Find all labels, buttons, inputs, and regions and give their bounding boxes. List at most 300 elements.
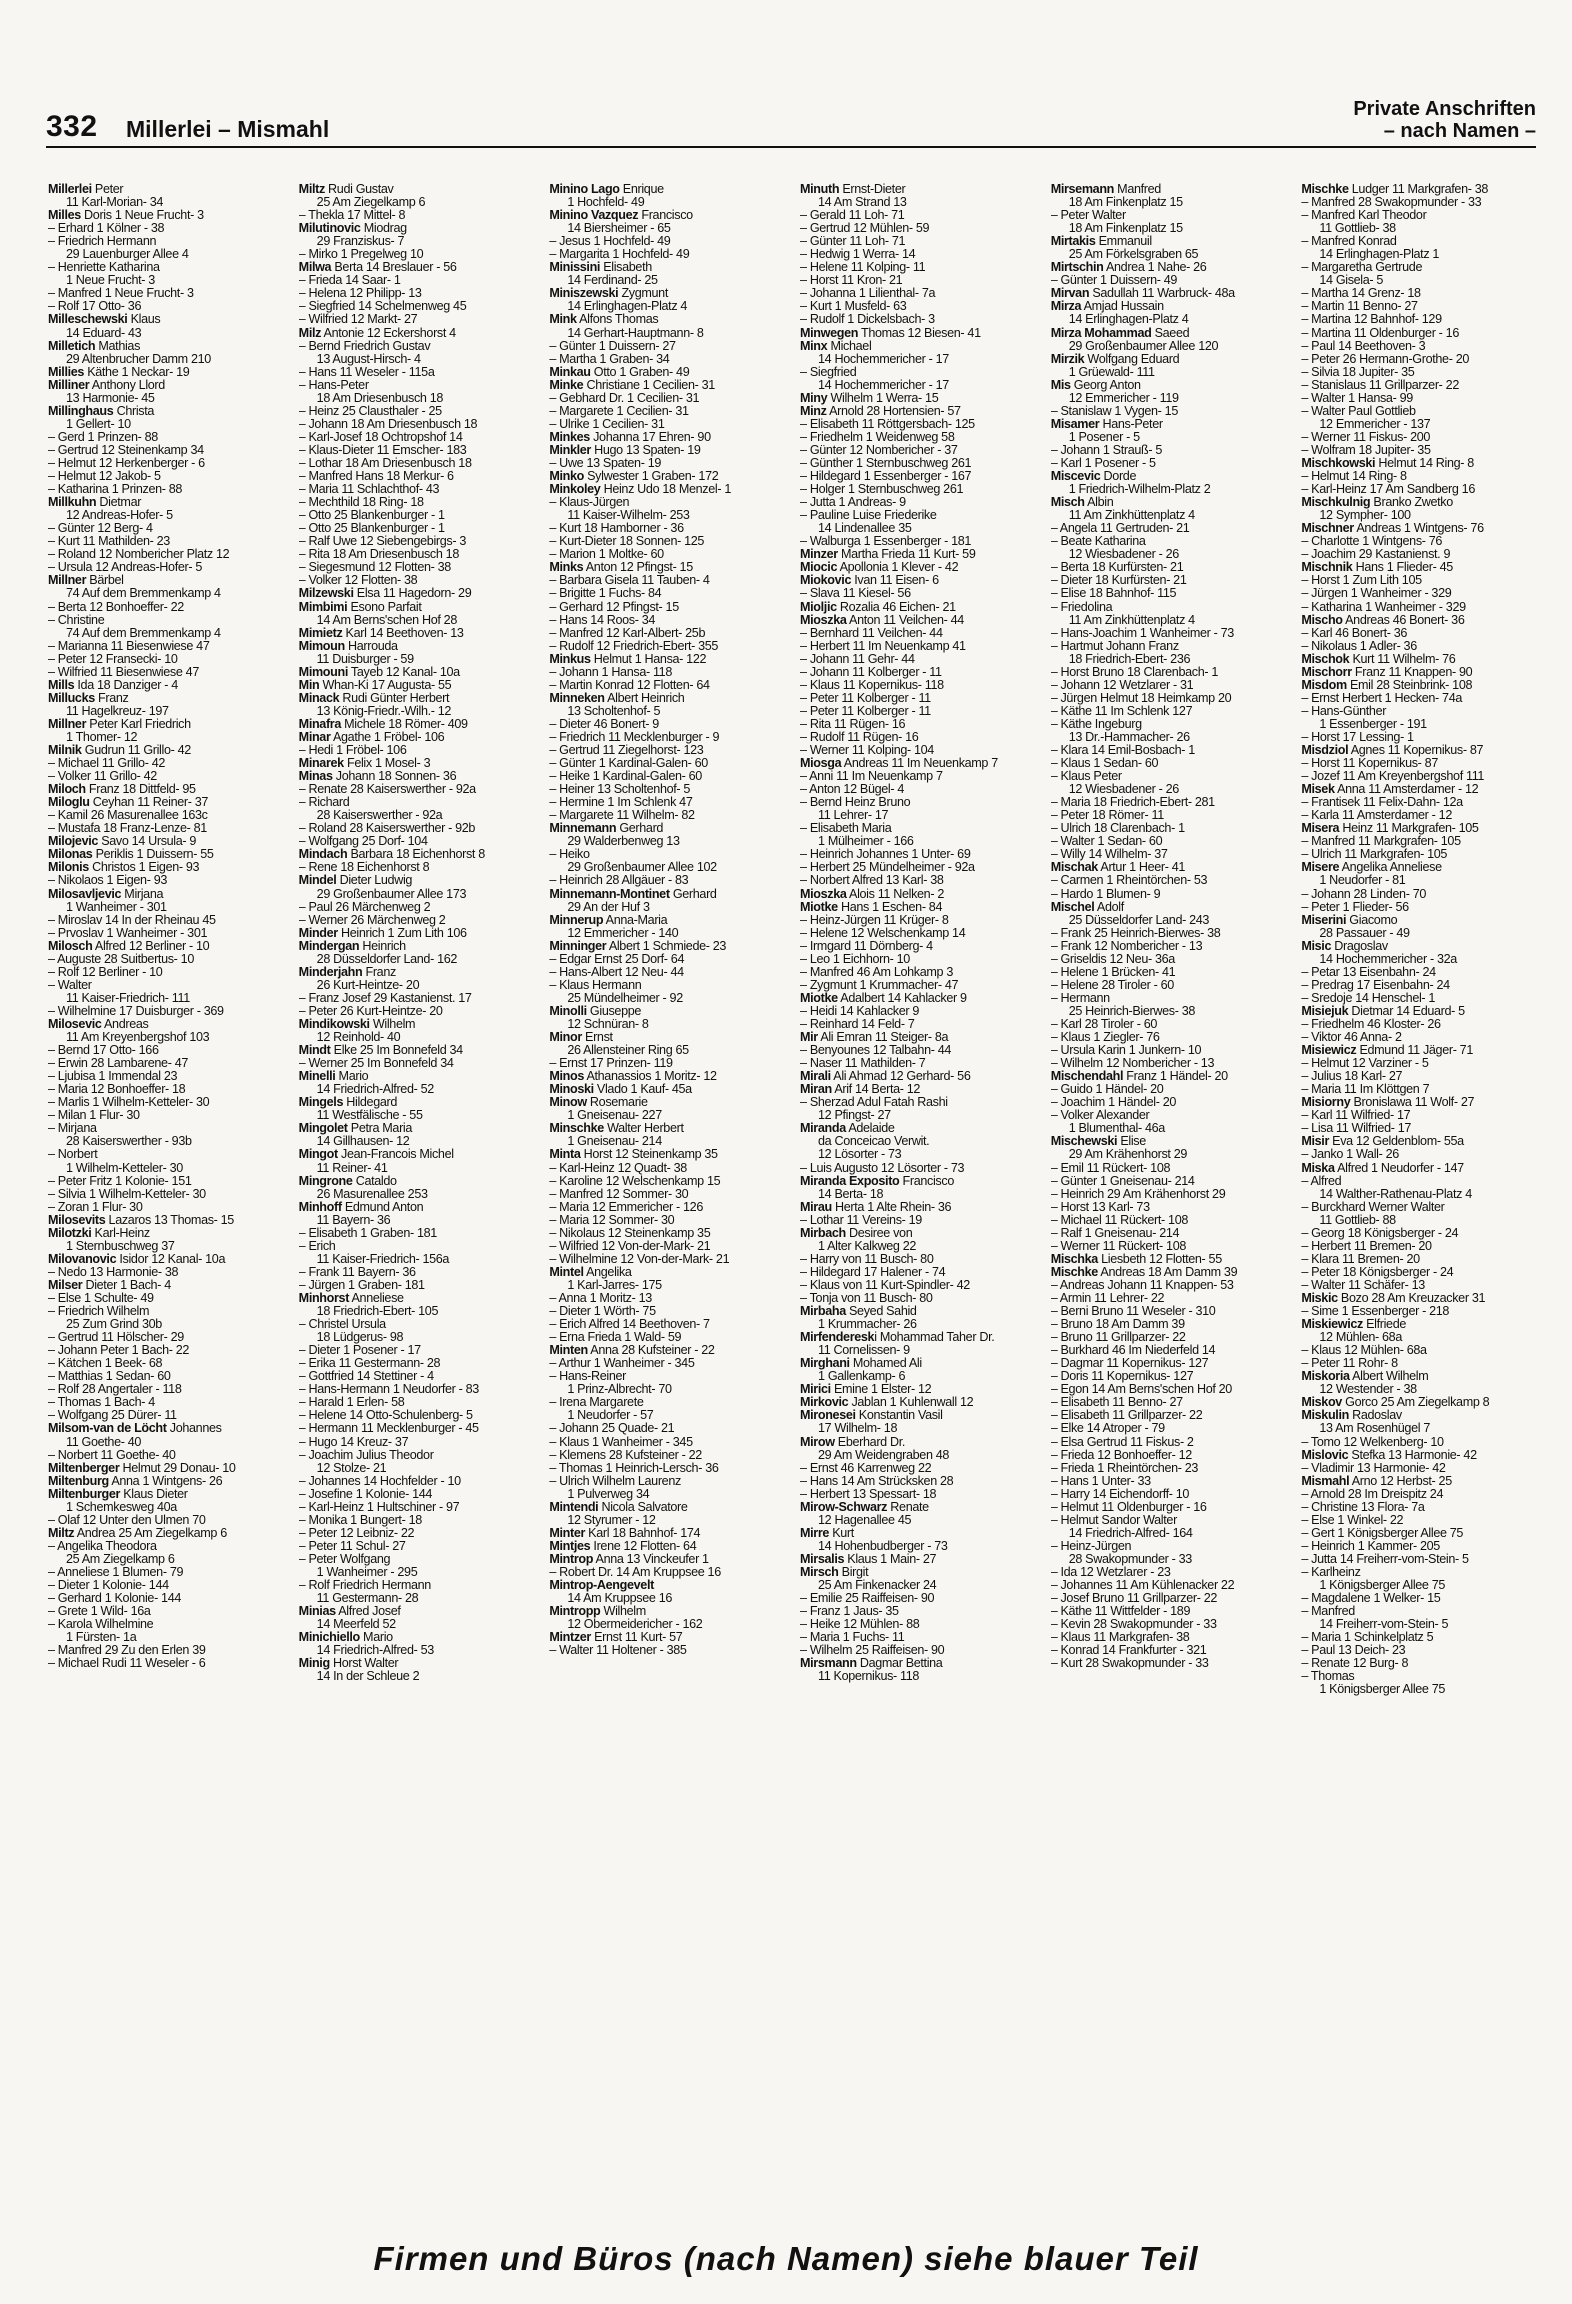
directory-entry xyxy=(1301,183,1542,196)
directory-entry xyxy=(1051,366,1292,379)
entry-surname: Minz xyxy=(800,404,827,418)
entry-details: – Roland 28 Kaiserswerther - 92b xyxy=(298,822,476,836)
entry-details: Horst Walter xyxy=(329,1657,399,1671)
directory-entry xyxy=(48,848,289,861)
entry-details: – Ernst 17 Prinzen- 119 xyxy=(549,1057,673,1071)
entry-details: – Elise 18 Bahnhof- 115 xyxy=(1050,587,1177,601)
directory-entry xyxy=(549,1018,790,1031)
directory-entry xyxy=(549,1436,790,1449)
entry-details: 14 Hochemmericher - 17 xyxy=(818,378,949,392)
directory-entry xyxy=(299,1644,540,1657)
entry-details: 25 Am Finkenacker 24 xyxy=(818,1579,937,1593)
directory-entry xyxy=(549,392,790,405)
entry-details: Rudi Gustav xyxy=(324,183,394,196)
entry-details: – Karlheinz xyxy=(1301,1565,1361,1579)
entry-surname: Milwa xyxy=(298,261,332,275)
entry-details: Hans 1 Flieder- 45 xyxy=(1352,561,1453,575)
entry-details: – Mustafa 18 Franz-Lenze- 81 xyxy=(48,822,207,836)
directory-entry xyxy=(549,379,790,392)
entry-details: Karl 14 Beethoven- 13 xyxy=(342,626,464,640)
entry-details: – Ursula 12 Andreas-Hofer- 5 xyxy=(48,561,202,575)
entry-details: – Norbert 11 Goethe- 40 xyxy=(48,1448,176,1462)
entry-details: – Helene 28 Tiroler - 60 xyxy=(1050,978,1174,992)
entry-details: – Heike 12 Mühlen- 88 xyxy=(800,1618,920,1632)
entry-surname: Millerlei xyxy=(48,183,92,196)
directory-entry xyxy=(1301,1670,1542,1683)
entry-details: – Bruno 18 Am Damm 39 xyxy=(1050,1318,1185,1332)
directory-entry xyxy=(1301,601,1542,614)
entry-details: – Dieter 1 Kolonie- 144 xyxy=(48,1579,169,1593)
directory-entry xyxy=(1051,601,1292,614)
directory-entry xyxy=(800,1018,1041,1031)
directory-entry xyxy=(299,261,540,274)
entry-details: Harrouda xyxy=(344,639,398,653)
directory-entry xyxy=(800,1553,1041,1566)
entry-details: – Manfred 28 Swakopmunder - 33 xyxy=(1301,196,1482,210)
entry-details: 29 Am Weidengraben 48 xyxy=(818,1448,950,1462)
directory-entry xyxy=(800,470,1041,483)
directory-entry xyxy=(299,718,540,731)
directory-entry xyxy=(1301,653,1542,666)
directory-entry xyxy=(299,1383,540,1396)
directory-entry xyxy=(1301,979,1542,992)
entry-details: – Gert 1 Königsberger Allee 75 xyxy=(1301,1526,1464,1540)
entry-details: 14 Gisela- 5 xyxy=(1319,274,1384,288)
entry-details: – Josef Bruno 11 Grillparzer- 22 xyxy=(1050,1592,1218,1606)
entry-surname: Mirre xyxy=(800,1526,830,1540)
entry-details: – Günter 1 Duissern- 49 xyxy=(1050,274,1178,288)
entry-details: – Thomas 1 Bach- 4 xyxy=(48,1396,155,1410)
directory-entry xyxy=(1301,496,1542,509)
directory-entry xyxy=(299,1501,540,1514)
directory-entry xyxy=(48,1644,289,1657)
entry-details: – Matthias 1 Sedan- 60 xyxy=(48,1370,171,1384)
directory-entry xyxy=(1051,1227,1292,1240)
directory-entry xyxy=(299,822,540,835)
entry-details: – Gottfried 14 Stettiner - 4 xyxy=(298,1370,434,1384)
directory-entry xyxy=(800,1527,1041,1540)
entry-details: Andreas 1 Wintgens- 76 xyxy=(1353,522,1484,536)
entry-details: – Jürgen 1 Wanheimer - 329 xyxy=(1301,587,1452,601)
directory-entry xyxy=(1301,561,1542,574)
directory-entry xyxy=(1051,718,1292,731)
entry-details: – Werner 11 Rückert- 108 xyxy=(1050,1239,1187,1253)
directory-entry xyxy=(299,1592,540,1605)
entry-surname: Millies xyxy=(48,365,85,379)
directory-entry xyxy=(549,601,790,614)
directory-entry xyxy=(800,1357,1041,1370)
entry-surname: Mirsemann xyxy=(1050,183,1115,196)
entry-details: 12 Emmericher - 140 xyxy=(567,926,679,940)
directory-entry xyxy=(800,901,1041,914)
directory-entry xyxy=(800,966,1041,979)
directory-entry xyxy=(1051,327,1292,340)
directory-entry xyxy=(1051,1305,1292,1318)
entry-details: 1 Königsberger Allee 75 xyxy=(1319,1579,1446,1593)
entry-surname: Mioszka xyxy=(800,613,847,627)
entry-details: – Wilhelm 25 Raiffeisen- 90 xyxy=(800,1644,945,1658)
directory-column-5 xyxy=(1051,183,1292,2218)
directory-entry xyxy=(1051,731,1292,744)
directory-entry xyxy=(299,1344,540,1357)
directory-entry xyxy=(800,561,1041,574)
entry-details: Eva 12 Geldenblom- 55a xyxy=(1329,1135,1464,1149)
entry-details: Arif 14 Berta- 12 xyxy=(831,1083,921,1097)
entry-details: – Manfred 12 Sommer- 30 xyxy=(549,1187,689,1201)
directory-entry xyxy=(299,1318,540,1331)
entry-details: – Johanna 1 Lilienthal- 7a xyxy=(800,287,936,301)
entry-details: – Vladimir 13 Harmonie- 42 xyxy=(1301,1461,1446,1475)
directory-entry xyxy=(1051,1357,1292,1370)
entry-details: – Margarete 1 Cecilien- 31 xyxy=(549,404,689,418)
directory-entry xyxy=(800,757,1041,770)
entry-details: – Anton 12 Bügel- 4 xyxy=(800,783,904,797)
entry-surname: Mingrone xyxy=(298,1174,353,1188)
directory-entry xyxy=(299,640,540,653)
directory-column-3 xyxy=(549,183,790,2218)
entry-surname: Miskov xyxy=(1301,1396,1342,1410)
directory-entry xyxy=(1301,757,1542,770)
entry-surname: Minderjahn xyxy=(298,965,363,979)
entry-surname: Mintrop xyxy=(549,1552,594,1566)
entry-surname: Mindel xyxy=(298,874,337,888)
directory-entry xyxy=(299,940,540,953)
directory-entry xyxy=(48,1266,289,1279)
entry-surname: Minneken xyxy=(549,691,605,705)
directory-entry xyxy=(549,1396,790,1409)
entry-details: Dietmar xyxy=(96,496,142,510)
entry-surname: Mindikowski xyxy=(298,1018,370,1031)
directory-entry xyxy=(1301,1592,1542,1605)
entry-details: Peter Karl Friedrich xyxy=(86,717,191,731)
directory-entry xyxy=(299,614,540,627)
entry-details: Alois 11 Nelken- 2 xyxy=(846,887,944,901)
entry-surname: Minig xyxy=(298,1657,330,1671)
directory-entry xyxy=(549,1370,790,1383)
entry-details: – Christine 13 Flora- 7a xyxy=(1301,1500,1425,1514)
entry-details: – Manfred Karl Theodor xyxy=(1301,209,1427,223)
directory-entry xyxy=(1301,731,1542,744)
directory-entry xyxy=(299,1553,540,1566)
directory-entry xyxy=(1301,1514,1542,1527)
entry-details: – Joachim 1 Händel- 20 xyxy=(1050,1096,1176,1110)
entry-surname: Mischorr xyxy=(1301,665,1352,679)
entry-details: – Elisabeth 1 Graben- 181 xyxy=(298,1226,437,1240)
directory-entry xyxy=(1051,1449,1292,1462)
directory-entry xyxy=(1301,1579,1542,1592)
entry-details: – Bernhard 11 Veilchen- 44 xyxy=(800,626,943,640)
directory-entry xyxy=(800,614,1041,627)
directory-entry xyxy=(48,1527,289,1540)
directory-entry xyxy=(48,1618,289,1631)
entry-details: – Siegesmund 12 Flotten- 38 xyxy=(298,561,451,575)
directory-entry xyxy=(48,1279,289,1292)
entry-surname: Mindergan xyxy=(298,939,360,953)
entry-surname: Mirkovic xyxy=(800,1396,849,1410)
directory-entry xyxy=(1301,209,1542,222)
directory-entry xyxy=(800,1188,1041,1201)
directory-entry xyxy=(48,1436,289,1449)
directory-entry xyxy=(800,1240,1041,1253)
entry-details: – Rene 18 Eichenhorst 8 xyxy=(298,861,430,875)
directory-entry xyxy=(48,483,289,496)
directory-entry xyxy=(1301,927,1542,940)
directory-entry xyxy=(48,1305,289,1318)
entry-details: – Peter Fritz 1 Kolonie- 151 xyxy=(48,1174,192,1188)
entry-details: – Bruno 11 Grillparzer- 22 xyxy=(1050,1331,1186,1345)
entry-details: 11 Am Zinkhüttenplatz 4 xyxy=(1068,613,1195,627)
directory-entry xyxy=(48,653,289,666)
directory-entry xyxy=(1301,1148,1542,1161)
directory-entry xyxy=(549,1253,790,1266)
entry-details: 26 Allensteiner Ring 65 xyxy=(567,1044,689,1058)
entry-details: – Frieda 1 Rheintörchen- 23 xyxy=(1050,1461,1199,1475)
directory-entry xyxy=(299,1657,540,1670)
entry-details: 1 Gneisenau- 214 xyxy=(567,1135,662,1149)
directory-entry xyxy=(299,888,540,901)
entry-details: Angelika xyxy=(583,1265,632,1279)
entry-details: – Heike 1 Kardinal-Galen- 60 xyxy=(549,770,702,784)
entry-details: 18 Lüdgerus- 98 xyxy=(316,1331,404,1345)
directory-entry xyxy=(1301,1383,1542,1396)
entry-details: 14 Friedrich-Alfred- 53 xyxy=(316,1644,434,1658)
entry-surname: Misiejuk xyxy=(1301,1004,1349,1018)
directory-entry xyxy=(48,1422,289,1435)
entry-details: – Dieter 1 Posener - 17 xyxy=(298,1344,421,1358)
entry-details: 1 Neudorfer - 57 xyxy=(567,1409,654,1423)
entry-details: Johannes xyxy=(166,1422,222,1436)
entry-surname: Mirzik xyxy=(1050,352,1085,366)
directory-entry xyxy=(48,1175,289,1188)
entry-details: 11 Duisburger - 59 xyxy=(316,652,414,666)
footer-note: Firmen und Büros (nach Namen) siehe blauer Teil xyxy=(373,2240,1199,2277)
entry-details: – Werner 11 Fiskus- 200 xyxy=(1301,430,1431,444)
entry-details: 14 Eduard- 43 xyxy=(66,326,142,340)
directory-entry xyxy=(48,1396,289,1409)
entry-details: – Karl 1 Posener - 5 xyxy=(1050,456,1156,470)
entry-surname: Mimoun xyxy=(298,639,345,653)
directory-entry xyxy=(800,209,1041,222)
entry-details: – Klaus Peter xyxy=(1050,770,1122,784)
directory-entry xyxy=(299,248,540,261)
directory-entry xyxy=(1301,261,1542,274)
directory-entry xyxy=(800,1096,1041,1109)
directory-entry xyxy=(48,1657,289,1670)
directory-entry xyxy=(1051,392,1292,405)
entry-surname: Milzewski xyxy=(298,587,354,601)
entry-surname: Milliner xyxy=(48,378,90,392)
entry-details: Georg Anton xyxy=(1070,378,1141,392)
entry-details: Esono Parfait xyxy=(347,600,422,614)
entry-details: 1 Schemkesweg 40a xyxy=(66,1500,177,1514)
entry-surname: Minissini xyxy=(549,261,601,275)
directory-entry xyxy=(1301,196,1542,209)
entry-details: 1 Pulverweg 34 xyxy=(567,1487,650,1501)
directory-entry xyxy=(48,796,289,809)
entry-details: – Johann 1 Strauß- 5 xyxy=(1050,443,1163,457)
directory-entry xyxy=(299,509,540,522)
entry-details: 1 Wanheimer - 295 xyxy=(316,1565,418,1579)
entry-surname: Mindach xyxy=(298,848,348,862)
entry-details: Horst 12 Steinenkamp 35 xyxy=(580,1148,718,1162)
entry-details: – Hermann 11 Mecklenburger - 45 xyxy=(298,1422,479,1436)
directory-entry xyxy=(549,340,790,353)
entry-details: – Lothar 11 Vereins- 19 xyxy=(800,1213,922,1227)
entry-details: – Johann 25 Quade- 21 xyxy=(549,1422,675,1436)
directory-entry xyxy=(1301,1344,1542,1357)
directory-entry xyxy=(48,1488,289,1501)
entry-details: Mohamed Ali xyxy=(849,1357,922,1371)
entry-surname: Misera xyxy=(1301,822,1340,836)
entry-details: Wilhelm xyxy=(369,1018,416,1031)
directory-entry xyxy=(48,770,289,783)
entry-details: Karl 18 Bahnhof- 174 xyxy=(585,1526,701,1540)
directory-entry xyxy=(549,366,790,379)
directory-entry xyxy=(800,1305,1041,1318)
entry-details: 29 Großenbaumer Allee 102 xyxy=(567,861,717,875)
entry-surname: Minias xyxy=(298,1605,336,1619)
directory-entry xyxy=(299,1031,540,1044)
entry-details: Konstantin Vasil xyxy=(855,1409,943,1423)
entry-details: Agnes 11 Kopernikus- 87 xyxy=(1348,744,1484,758)
directory-entry xyxy=(800,705,1041,718)
page-title: Millerlei – Mismahl xyxy=(126,116,330,142)
entry-details: – Guido 1 Händel- 20 xyxy=(1050,1083,1164,1097)
entry-details: – Christine xyxy=(48,613,105,627)
directory-entry xyxy=(1301,953,1542,966)
entry-details: i Mohammad Taher Dr. xyxy=(874,1331,995,1345)
entry-details: 26 Masurenallee 253 xyxy=(316,1187,428,1201)
directory-entry xyxy=(549,653,790,666)
entry-details: – Otto 25 Blankenburger - 1 xyxy=(298,522,445,536)
directory-entry xyxy=(1301,992,1542,1005)
entry-details: 28 Passauer - 49 xyxy=(1319,926,1410,940)
entry-details: – Nikolaus 12 Steinenkamp 35 xyxy=(549,1226,711,1240)
entry-details: – Jürgen Helmut 18 Heimkamp 20 xyxy=(1050,691,1232,705)
directory-entry xyxy=(1301,1527,1542,1540)
entry-details: – Benyounes 12 Talbahn- 44 xyxy=(800,1044,952,1058)
entry-details: – Rudolf 1 Dickelsbach- 3 xyxy=(800,313,935,327)
entry-details: 25 Am Ziegelkamp 6 xyxy=(66,1552,175,1566)
entry-details: – Helmut 12 Varziner - 5 xyxy=(1301,1057,1429,1071)
directory-entry xyxy=(1051,888,1292,901)
entry-details: 14 Biersheimer - 65 xyxy=(567,222,671,236)
entry-details: – Klaus 1 Wanheimer - 345 xyxy=(549,1435,693,1449)
entry-details: 14 Hochemmericher - 32a xyxy=(1319,952,1457,966)
directory-entry xyxy=(1051,1383,1292,1396)
entry-details: – Werner 26 Märchenweg 2 xyxy=(298,913,446,927)
entry-details: – Günther 1 Sternbuschweg 261 xyxy=(800,456,972,470)
entry-details: – Martin 11 Benno- 27 xyxy=(1301,300,1418,314)
directory-entry xyxy=(1051,248,1292,261)
entry-details: – Horst 1 Zum Lith 105 xyxy=(1301,574,1422,588)
directory-entry xyxy=(299,379,540,392)
entry-surname: Minke xyxy=(549,378,584,392)
entry-details: – Maria 18 Friedrich-Ebert- 281 xyxy=(1050,796,1215,810)
entry-surname: Minnemann-Montinet xyxy=(549,887,670,901)
directory-entry xyxy=(299,874,540,887)
directory-entry xyxy=(800,1201,1041,1214)
entry-details: – Erika 11 Gestermann- 28 xyxy=(298,1357,441,1371)
directory-entry xyxy=(299,327,540,340)
directory-entry xyxy=(800,731,1041,744)
entry-surname: Mischo xyxy=(1301,613,1343,627)
entry-details: 1 Grüewald- 111 xyxy=(1068,365,1155,379)
directory-entry xyxy=(1051,705,1292,718)
directory-entry xyxy=(800,1488,1041,1501)
directory-entry xyxy=(299,1488,540,1501)
entry-details: Mario xyxy=(359,1631,393,1645)
entry-details: 17 Wilhelm- 18 xyxy=(818,1422,898,1436)
entry-surname: Milosevic xyxy=(48,1018,102,1031)
entry-surname: Minino Vazquez xyxy=(549,209,639,223)
directory-entry xyxy=(800,848,1041,861)
directory-entry xyxy=(800,1579,1041,1592)
directory-entry xyxy=(1051,953,1292,966)
directory-entry xyxy=(549,1188,790,1201)
entry-details: – Klaus 1 Ziegler- 76 xyxy=(1050,1031,1160,1045)
directory-entry xyxy=(48,1540,289,1553)
entry-surname: Misic xyxy=(1301,939,1332,953)
directory-entry xyxy=(1051,1240,1292,1253)
directory-entry xyxy=(299,1605,540,1618)
entry-details: 12 Andreas-Hofer- 5 xyxy=(66,509,173,523)
entry-details: 11 Kaiser-Friedrich- 156a xyxy=(316,1252,450,1266)
directory-entry xyxy=(1051,901,1292,914)
entry-details: 14 Gerhart-Hauptmann- 8 xyxy=(567,326,704,340)
entry-details: 1 Fürsten- 1a xyxy=(66,1631,137,1645)
entry-surname: Mirza xyxy=(1050,300,1082,314)
directory-entry xyxy=(549,705,790,718)
entry-surname: Minoski xyxy=(549,1083,594,1097)
directory-entry xyxy=(48,1514,289,1527)
directory-entry xyxy=(800,1044,1041,1057)
directory-entry xyxy=(48,666,289,679)
entry-details: – Friedrich Wilhelm xyxy=(48,1305,150,1319)
entry-details: – Manfred Hans 18 Merkur- 6 xyxy=(298,470,454,484)
entry-details: Dietmar 14 Eduard- 5 xyxy=(1348,1004,1465,1018)
entry-details: – Kamil 26 Masurenallee 163c xyxy=(48,809,208,823)
directory-entry xyxy=(800,1005,1041,1018)
directory-entry xyxy=(1301,248,1542,261)
entry-details: 1 Friedrich-Wilhelm-Platz 2 xyxy=(1068,483,1211,497)
directory-entry xyxy=(800,1644,1041,1657)
directory-entry xyxy=(48,1148,289,1161)
entry-surname: Misdziol xyxy=(1301,744,1349,758)
entry-details: Anna 13 Vinckeufer 1 xyxy=(593,1552,709,1566)
directory-entry xyxy=(549,248,790,261)
entry-details: Otto 1 Graben- 49 xyxy=(590,365,690,379)
directory-entry xyxy=(1051,757,1292,770)
directory-entry xyxy=(1301,1370,1542,1383)
entry-details: – Ulrich 18 Clarenbach- 1 xyxy=(1050,822,1185,836)
entry-surname: Milleschewski xyxy=(48,313,128,327)
entry-details: – Herbert 11 Bremen- 20 xyxy=(1301,1239,1432,1253)
entry-details: 14 In der Schleue 2 xyxy=(316,1670,420,1684)
entry-details: Arnold 28 Hortensien- 57 xyxy=(826,404,961,418)
directory-entry xyxy=(48,731,289,744)
directory-entry xyxy=(800,1227,1041,1240)
entry-details: – Stanislaus 11 Grillparzer- 22 xyxy=(1301,378,1459,392)
directory-entry xyxy=(1301,1135,1542,1148)
directory-entry xyxy=(299,601,540,614)
entry-details: – Klaus 11 Kopernikus- 118 xyxy=(800,678,944,692)
entry-details: – Frank 11 Bayern- 36 xyxy=(298,1265,416,1279)
entry-surname: Miskulin xyxy=(1301,1409,1349,1423)
entry-surname: Minta xyxy=(549,1148,581,1162)
entry-details: – Horst 17 Lessing- 1 xyxy=(1301,730,1414,744)
directory-entry xyxy=(800,1148,1041,1161)
